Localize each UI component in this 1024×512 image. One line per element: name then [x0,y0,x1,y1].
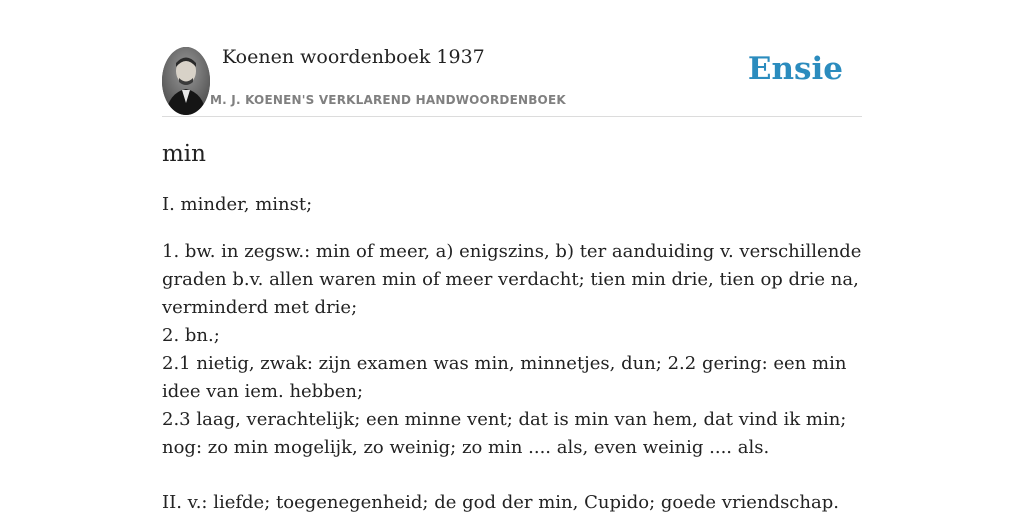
entry-content [162,138,864,512]
definition-list [162,238,864,462]
definition-item: 1. bw. in zegsw.: min of meer, a) enigszins, b) ter aanduiding v. verschillende graden b.v. allen waren min of meer verdacht; tien min drie, tien op drie na, verminderd met drie; [162,241,862,318]
definition-item: 2. bn.; [162,325,220,346]
definition-item: 2.3 laag, verachtelijk; een minne vent; dat is min van hem, dat vind ik min; nog: zo min mogelijk, zo weinig; zo min .... als, even weinig .... als. [162,409,847,458]
definition-item: 2.1 nietig, zwak: zijn examen was min, minnetjes, dun; 2.2 gering: een min idee van iem. hebben; [162,353,847,402]
entry-headword: min [162,141,206,167]
book-title[interactable]: Koenen woordenboek 1937 [222,46,485,68]
dictionary-header [162,46,862,117]
portrait-photo-icon [162,47,210,115]
sense-one: I. minder, minst; [162,194,313,215]
ensie-logo-link[interactable]: Ensie [747,51,843,87]
author-portrait[interactable] [162,47,210,115]
sense-two: II. v.: liefde; toegenegenheid; de god der min, Cupido; goede vriendschap. [162,492,839,512]
book-subtitle: M. J. KOENEN'S VERKLAREND HANDWOORDENBOEK [210,93,566,107]
